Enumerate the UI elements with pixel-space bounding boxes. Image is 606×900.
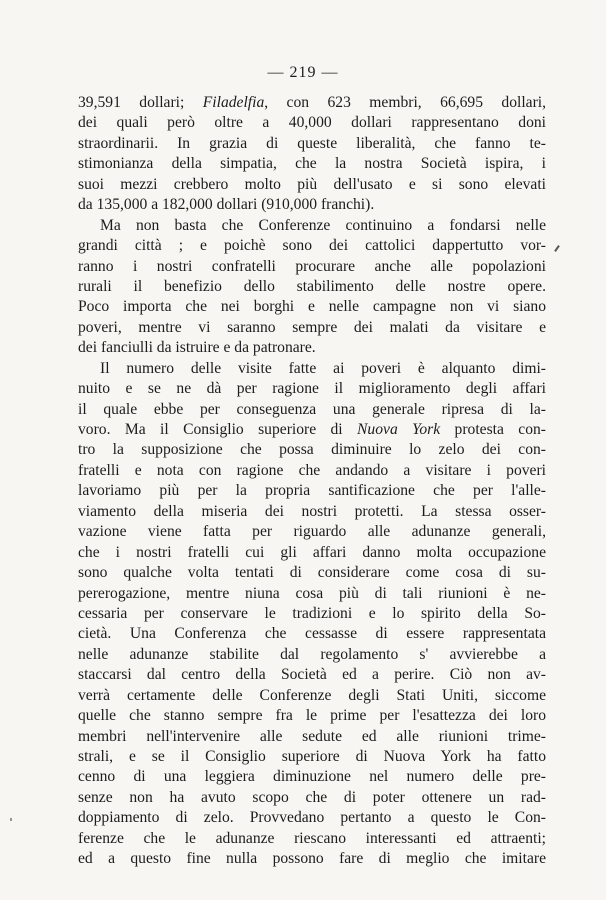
line-text: senze non ha avuto scopo che di poter ottenere un rad- <box>78 788 546 806</box>
line-text: nelle adunanze stabilite dal regolamento s' avvierebbe a <box>78 645 546 663</box>
text-line <box>78 440 546 460</box>
text-line <box>78 195 546 215</box>
text-line <box>78 359 546 379</box>
line-text: vazione viene fatta per riguardo alle adunanze generali, <box>78 523 546 541</box>
text-line <box>78 829 546 849</box>
line-text: 39,591 dollari; <box>78 94 203 111</box>
text-line <box>78 665 546 685</box>
text-line <box>78 563 546 583</box>
text-line <box>78 216 546 236</box>
line-text: dei fanciulli da istruire e da patronare. <box>78 339 316 357</box>
page-number: — 219 — <box>267 64 339 81</box>
line-text: stimonianza della simpatia, che la nostra Società ispira, i <box>78 155 546 173</box>
text-line <box>78 706 546 726</box>
text-line <box>78 277 546 297</box>
line-text: ferenze che le adunanze riescano interessanti ed attraenti; <box>78 829 546 847</box>
line-text: rurali il benefizio dello stabilimento delle nostre opere. <box>78 277 546 295</box>
line-text: tro la supposizione che possa diminuire lo zelo dei con- <box>78 441 546 459</box>
line-italic-text: Nuova York <box>357 421 441 438</box>
text-line <box>78 379 546 399</box>
text-line <box>78 113 546 133</box>
line-text: cessaria per conservare le tradizioni e lo spirito della So- <box>78 604 546 622</box>
text-line <box>78 400 546 420</box>
line-text: dei quali però oltre a 40,000 dollari rappresentano doni <box>78 114 546 132</box>
text-line <box>78 236 546 256</box>
text-line <box>78 338 546 358</box>
line-text: quelle che stanno sempre fra le prime per l'esattezza dei loro <box>78 707 546 725</box>
text-line <box>78 175 546 195</box>
line-text: lavoriamo più per la propria santificazione che per l'alle- <box>78 482 546 500</box>
text-line <box>78 645 546 665</box>
text-line <box>78 788 546 808</box>
line-text: doppiamento di zelo. Provvedano pertanto a questo le Con- <box>78 809 546 827</box>
text-line <box>78 686 546 706</box>
line-text: Poco importa che nei borghi e nelle campagne non vi siano <box>78 298 546 316</box>
line-italic-text: Filadelfia <box>202 94 265 111</box>
margin-mark <box>554 245 560 252</box>
line-text: cietà. Una Conferenza che cessasse di essere rappresentata <box>78 625 546 643</box>
line-text: strali, e se il Consiglio superiore di Nuova York ha fatto <box>78 748 546 765</box>
text-line <box>78 808 546 828</box>
text-line <box>78 584 546 604</box>
text-line <box>78 849 546 869</box>
text-line <box>78 747 546 767</box>
line-text: pererogazione, mentre niuna cosa più di tali riunioni è ne- <box>78 584 546 602</box>
line-text: poveri, mentre vi saranno sempre dei malati da visitare e <box>78 318 546 336</box>
line-text: membri nell'intervenire alle sedute ed alle riunioni trime- <box>78 727 546 745</box>
text-line <box>78 767 546 787</box>
line-text: che i nostri fratelli cui gli affari danno molta occupazione <box>78 543 546 561</box>
text-line <box>78 134 546 154</box>
text-line <box>78 257 546 277</box>
line-text: verrà certamente delle Conferenze degli Stati Uniti, siccome <box>78 686 546 704</box>
text-line <box>78 604 546 624</box>
line-text: il quale ebbe per conseguenza una generale ripresa di la- <box>78 400 546 418</box>
line-tail-text: protesta con- <box>440 421 546 438</box>
paper-speck <box>10 818 12 821</box>
line-text: da 135,000 a 182,000 dollari (910,000 franchi). <box>78 196 375 214</box>
text-line <box>78 502 546 522</box>
line-text: Ma non basta che Conferenze continuino a fondarsi nelle <box>100 216 546 234</box>
line-text: straordinarii. In grazia di queste liberalità, che fanno te- <box>78 134 546 152</box>
line-text: ranno i nostri confratelli procurare anche alle popolazioni <box>78 257 546 275</box>
line-text: sono qualche volta tentati di considerare come cosa di su- <box>78 564 546 582</box>
text-line <box>78 624 546 644</box>
line-tail-text: , con 623 membri, 66,695 dollari, <box>264 94 547 111</box>
line-text: voro. Ma il Consiglio superiore di <box>78 421 358 438</box>
text-line <box>78 543 546 563</box>
line-text: grandi città ; e poichè sono dei cattolici dappertutto vor- <box>78 237 546 255</box>
line-text: viamento della miseria dei nostri protetti. La stessa osser- <box>78 502 546 520</box>
line-text: fratelli e nota con ragione che andando a visitare i poveri <box>78 461 546 479</box>
text-line <box>78 154 546 174</box>
line-text: Il numero delle visite fatte ai poveri è alquanto dimi- <box>100 359 546 377</box>
line-text: nuito e se ne dà per ragione il miglioramento degli affari <box>78 380 546 398</box>
body-text <box>78 93 546 870</box>
text-line <box>78 297 546 317</box>
text-line <box>78 93 546 113</box>
text-line <box>78 481 546 501</box>
text-line <box>78 318 546 338</box>
line-text: staccarsi dal centro della Società ed a perire. Ciò non av- <box>78 666 546 684</box>
line-text: suoi mezzi crebbero molto più dell'usato e si sono elevati <box>78 175 546 193</box>
line-text: ed a questo fine nulla possono fare di meglio che imitare <box>78 850 546 868</box>
line-text: cenno di una leggiera diminuzione nel numero delle pre- <box>78 768 546 786</box>
text-line <box>78 420 546 440</box>
text-line <box>78 461 546 481</box>
text-line <box>78 522 546 542</box>
text-line <box>78 727 546 747</box>
